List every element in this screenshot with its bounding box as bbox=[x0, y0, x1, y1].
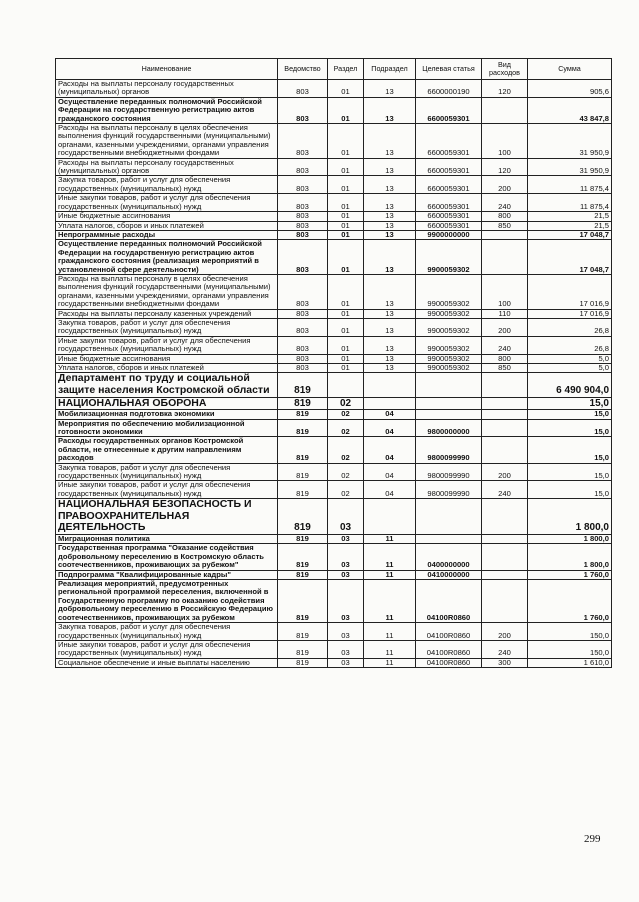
row-expense-type: 200 bbox=[482, 176, 528, 194]
row-name: Иные бюджетные ассигнования bbox=[56, 354, 278, 363]
row-section: 01 bbox=[328, 176, 364, 194]
row-target-item: 9900059302 bbox=[416, 309, 482, 318]
row-subsection: 13 bbox=[364, 240, 416, 275]
table-row bbox=[56, 97, 612, 123]
table-row bbox=[56, 463, 612, 481]
row-name: Закупка товаров, работ и услуг для обеспечения государственных (муниципальных) нужд bbox=[56, 318, 278, 336]
row-subsection: 13 bbox=[364, 354, 416, 363]
row-target-item: 04100R0860 bbox=[416, 640, 482, 658]
row-department: 803 bbox=[278, 230, 328, 239]
row-amount: 15,0 bbox=[528, 419, 612, 437]
row-target-item: 9900059302 bbox=[416, 336, 482, 354]
row-department: 803 bbox=[278, 364, 328, 373]
row-department: 803 bbox=[278, 274, 328, 309]
row-section: 01 bbox=[328, 274, 364, 309]
row-amount: 905,6 bbox=[528, 80, 612, 98]
row-department: 803 bbox=[278, 124, 328, 159]
row-department: 803 bbox=[278, 212, 328, 221]
row-name: Осуществление переданных полномочий Российской Федерации на государственную регистрацию актов гражданского состояния bbox=[56, 97, 278, 123]
row-subsection: 11 bbox=[364, 623, 416, 641]
row-subsection: 13 bbox=[364, 318, 416, 336]
row-department: 819 bbox=[278, 580, 328, 623]
row-subsection: 13 bbox=[364, 80, 416, 98]
row-target-item bbox=[416, 397, 482, 410]
row-target-item: 6600059301 bbox=[416, 221, 482, 230]
row-section: 03 bbox=[328, 570, 364, 579]
row-department: 819 bbox=[278, 463, 328, 481]
row-department: 819 bbox=[278, 570, 328, 579]
row-section: 01 bbox=[328, 212, 364, 221]
row-name: Закупка товаров, работ и услуг для обеспечения государственных (муниципальных) нужд bbox=[56, 463, 278, 481]
col-header-department: Ведомство bbox=[278, 59, 328, 80]
row-department: 819 bbox=[278, 410, 328, 419]
row-target-item: 9900059302 bbox=[416, 318, 482, 336]
row-target-item bbox=[416, 535, 482, 544]
row-section: 03 bbox=[328, 580, 364, 623]
row-section: 01 bbox=[328, 354, 364, 363]
row-target-item: 04100R0860 bbox=[416, 658, 482, 667]
row-section: 02 bbox=[328, 410, 364, 419]
row-name: Мероприятия по обеспечению мобилизационной готовности экономики bbox=[56, 419, 278, 437]
row-target-item: 9800099990 bbox=[416, 437, 482, 463]
row-subsection: 11 bbox=[364, 640, 416, 658]
row-department: 819 bbox=[278, 419, 328, 437]
row-expense-type: 800 bbox=[482, 354, 528, 363]
row-subsection: 04 bbox=[364, 410, 416, 419]
table-row bbox=[56, 124, 612, 159]
row-amount: 1 760,0 bbox=[528, 570, 612, 579]
row-subsection bbox=[364, 499, 416, 535]
row-section: 02 bbox=[328, 463, 364, 481]
row-department: 803 bbox=[278, 176, 328, 194]
row-subsection: 13 bbox=[364, 124, 416, 159]
row-name: Уплата налогов, сборов и иных платежей bbox=[56, 364, 278, 373]
row-subsection: 11 bbox=[364, 570, 416, 579]
row-target-item: 6600059301 bbox=[416, 97, 482, 123]
row-name: Иные закупки товаров, работ и услуг для обеспечения государственных (муниципальных) нужд bbox=[56, 640, 278, 658]
row-department: 803 bbox=[278, 336, 328, 354]
row-amount: 1 610,0 bbox=[528, 658, 612, 667]
row-target-item bbox=[416, 410, 482, 419]
row-expense-type: 240 bbox=[482, 336, 528, 354]
row-expense-type bbox=[482, 570, 528, 579]
table-row bbox=[56, 240, 612, 275]
row-target-item: 9900059302 bbox=[416, 364, 482, 373]
row-department: 819 bbox=[278, 623, 328, 641]
row-name: Расходы на выплаты персоналу государственных (муниципальных) органов bbox=[56, 158, 278, 176]
row-name: Мобилизационная подготовка экономики bbox=[56, 410, 278, 419]
row-department: 819 bbox=[278, 640, 328, 658]
col-header-target-item: Целевая статья bbox=[416, 59, 482, 80]
row-section: 03 bbox=[328, 658, 364, 667]
row-section: 01 bbox=[328, 97, 364, 123]
row-department: 803 bbox=[278, 309, 328, 318]
row-name: Расходы на выплаты персоналу государственных (муниципальных) органов bbox=[56, 80, 278, 98]
row-department: 803 bbox=[278, 80, 328, 98]
row-amount: 43 847,8 bbox=[528, 97, 612, 123]
row-section: 01 bbox=[328, 336, 364, 354]
row-name: Расходы на выплаты персоналу в целях обеспечения выполнения функций государственными (муниципальными) органами, казенными учреждениями, органами управления государственными внебюджетными фондами bbox=[56, 274, 278, 309]
row-expense-type bbox=[482, 230, 528, 239]
row-expense-type bbox=[482, 437, 528, 463]
row-section: 03 bbox=[328, 499, 364, 535]
row-section: 01 bbox=[328, 240, 364, 275]
table-row bbox=[56, 658, 612, 667]
row-amount: 1 760,0 bbox=[528, 580, 612, 623]
row-name: Расходы на выплаты персоналу казенных учреждений bbox=[56, 309, 278, 318]
row-expense-type: 120 bbox=[482, 80, 528, 98]
row-section: 01 bbox=[328, 364, 364, 373]
row-amount: 26,8 bbox=[528, 336, 612, 354]
row-department: 803 bbox=[278, 354, 328, 363]
row-subsection: 11 bbox=[364, 535, 416, 544]
row-department: 803 bbox=[278, 194, 328, 212]
row-amount: 11 875,4 bbox=[528, 176, 612, 194]
row-name: НАЦИОНАЛЬНАЯ БЕЗОПАСНОСТЬ И ПРАВООХРАНИТЕЛЬНАЯ ДЕЯТЕЛЬНОСТЬ bbox=[56, 499, 278, 535]
row-amount: 1 800,0 bbox=[528, 535, 612, 544]
row-subsection: 13 bbox=[364, 230, 416, 239]
row-expense-type bbox=[482, 535, 528, 544]
row-expense-type bbox=[482, 397, 528, 410]
row-name: Непрограммные расходы bbox=[56, 230, 278, 239]
row-name: Государственная программа "Оказание содействия добровольному переселению в Костромскую область соотечественников, проживающих за рубежом" bbox=[56, 544, 278, 570]
row-section: 01 bbox=[328, 194, 364, 212]
row-amount: 15,0 bbox=[528, 437, 612, 463]
row-target-item: 9800099990 bbox=[416, 481, 482, 499]
row-amount: 31 950,9 bbox=[528, 124, 612, 159]
row-expense-type: 300 bbox=[482, 658, 528, 667]
table-row bbox=[56, 176, 612, 194]
table-row bbox=[56, 318, 612, 336]
table-row bbox=[56, 274, 612, 309]
row-amount: 17 048,7 bbox=[528, 230, 612, 239]
row-section bbox=[328, 373, 364, 397]
row-expense-type: 200 bbox=[482, 318, 528, 336]
row-subsection: 11 bbox=[364, 544, 416, 570]
row-target-item bbox=[416, 373, 482, 397]
col-header-expense-type: Вид расходов bbox=[482, 59, 528, 80]
row-name: Иные закупки товаров, работ и услуг для обеспечения государственных (муниципальных) нужд bbox=[56, 481, 278, 499]
row-name: Закупка товаров, работ и услуг для обеспечения государственных (муниципальных) нужд bbox=[56, 623, 278, 641]
table-row bbox=[56, 623, 612, 641]
row-name: Закупка товаров, работ и услуг для обеспечения государственных (муниципальных) нужд bbox=[56, 176, 278, 194]
row-section: 01 bbox=[328, 124, 364, 159]
row-expense-type bbox=[482, 419, 528, 437]
row-department: 803 bbox=[278, 97, 328, 123]
row-amount: 1 800,0 bbox=[528, 499, 612, 535]
table-row bbox=[56, 80, 612, 98]
row-amount: 15,0 bbox=[528, 410, 612, 419]
row-section: 02 bbox=[328, 437, 364, 463]
row-section: 02 bbox=[328, 419, 364, 437]
row-expense-type bbox=[482, 373, 528, 397]
table-row bbox=[56, 544, 612, 570]
row-target-item: 9900059302 bbox=[416, 274, 482, 309]
row-expense-type bbox=[482, 410, 528, 419]
row-amount: 5,0 bbox=[528, 364, 612, 373]
row-department: 819 bbox=[278, 658, 328, 667]
row-target-item: 6600059301 bbox=[416, 212, 482, 221]
row-amount: 15,0 bbox=[528, 463, 612, 481]
row-subsection: 13 bbox=[364, 176, 416, 194]
row-target-item: 9900059302 bbox=[416, 240, 482, 275]
row-expense-type bbox=[482, 544, 528, 570]
row-target-item: 04100R0860 bbox=[416, 580, 482, 623]
row-target-item: 0400000000 bbox=[416, 544, 482, 570]
table-row bbox=[56, 212, 612, 221]
row-department: 819 bbox=[278, 437, 328, 463]
row-amount: 1 800,0 bbox=[528, 544, 612, 570]
row-name: Иные закупки товаров, работ и услуг для обеспечения государственных (муниципальных) нужд bbox=[56, 194, 278, 212]
row-name: НАЦИОНАЛЬНАЯ ОБОРОНА bbox=[56, 397, 278, 410]
row-amount: 21,5 bbox=[528, 212, 612, 221]
table-row bbox=[56, 336, 612, 354]
row-name: Иные закупки товаров, работ и услуг для обеспечения государственных (муниципальных) нужд bbox=[56, 336, 278, 354]
row-name: Реализация мероприятий, предусмотренных региональной программой переселения, включенной в Государственную программу по оказанию содействия добровольному переселению в Российскую Федерацию соотечественников, проживающих за рубежом bbox=[56, 580, 278, 623]
row-name: Расходы на выплаты персоналу в целях обеспечения выполнения функций государственными (муниципальными) органами, казенными учреждениями, органами управления государственными внебюджетными фондами bbox=[56, 124, 278, 159]
row-department: 819 bbox=[278, 373, 328, 397]
row-target-item: 6600059301 bbox=[416, 176, 482, 194]
row-amount: 17 016,9 bbox=[528, 274, 612, 309]
row-amount: 17 048,7 bbox=[528, 240, 612, 275]
row-expense-type: 240 bbox=[482, 194, 528, 212]
row-subsection: 13 bbox=[364, 158, 416, 176]
row-expense-type: 240 bbox=[482, 640, 528, 658]
table-row bbox=[56, 373, 612, 397]
row-expense-type: 100 bbox=[482, 124, 528, 159]
row-department: 803 bbox=[278, 240, 328, 275]
row-target-item: 9800000000 bbox=[416, 419, 482, 437]
row-subsection: 13 bbox=[364, 336, 416, 354]
row-target-item: 0410000000 bbox=[416, 570, 482, 579]
row-amount: 17 016,9 bbox=[528, 309, 612, 318]
row-subsection bbox=[364, 373, 416, 397]
row-section: 03 bbox=[328, 544, 364, 570]
row-amount: 15,0 bbox=[528, 397, 612, 410]
row-expense-type: 120 bbox=[482, 158, 528, 176]
row-target-item: 04100R0860 bbox=[416, 623, 482, 641]
table-row bbox=[56, 221, 612, 230]
row-subsection: 13 bbox=[364, 212, 416, 221]
row-subsection: 13 bbox=[364, 364, 416, 373]
row-subsection: 04 bbox=[364, 419, 416, 437]
row-target-item bbox=[416, 499, 482, 535]
row-name: Социальное обеспечение и иные выплаты населению bbox=[56, 658, 278, 667]
col-header-section: Раздел bbox=[328, 59, 364, 80]
row-section: 02 bbox=[328, 397, 364, 410]
table-header bbox=[56, 59, 612, 80]
row-name: Расходы государственных органов Костромской области, не отнесенные к другим направлениям расходов bbox=[56, 437, 278, 463]
row-name: Департамент по труду и социальной защите населения Костромской области bbox=[56, 373, 278, 397]
row-subsection: 04 bbox=[364, 463, 416, 481]
table-row bbox=[56, 437, 612, 463]
row-section: 03 bbox=[328, 623, 364, 641]
row-target-item: 6600059301 bbox=[416, 194, 482, 212]
row-amount: 5,0 bbox=[528, 354, 612, 363]
col-header-subsection: Подраздел bbox=[364, 59, 416, 80]
row-subsection: 04 bbox=[364, 437, 416, 463]
row-subsection: 13 bbox=[364, 194, 416, 212]
table-row bbox=[56, 481, 612, 499]
row-subsection: 13 bbox=[364, 309, 416, 318]
row-expense-type bbox=[482, 97, 528, 123]
table-row bbox=[56, 194, 612, 212]
budget-table bbox=[55, 58, 612, 668]
row-subsection: 04 bbox=[364, 481, 416, 499]
row-name: Осуществление переданных полномочий Российской Федерации на государственную регистрацию актов гражданского состояния (реализация мероприятий в установленной сфере деятельности) bbox=[56, 240, 278, 275]
row-expense-type: 110 bbox=[482, 309, 528, 318]
row-expense-type: 800 bbox=[482, 212, 528, 221]
row-expense-type: 850 bbox=[482, 221, 528, 230]
table-row bbox=[56, 499, 612, 535]
row-amount: 26,8 bbox=[528, 318, 612, 336]
row-amount: 11 875,4 bbox=[528, 194, 612, 212]
row-department: 819 bbox=[278, 481, 328, 499]
row-expense-type: 200 bbox=[482, 623, 528, 641]
row-name: Уплата налогов, сборов и иных платежей bbox=[56, 221, 278, 230]
row-subsection: 13 bbox=[364, 97, 416, 123]
row-target-item: 9900059302 bbox=[416, 354, 482, 363]
row-amount: 150,0 bbox=[528, 640, 612, 658]
row-department: 819 bbox=[278, 499, 328, 535]
row-target-item: 6600059301 bbox=[416, 158, 482, 176]
row-section: 01 bbox=[328, 309, 364, 318]
row-expense-type: 200 bbox=[482, 463, 528, 481]
row-department: 819 bbox=[278, 544, 328, 570]
row-amount: 6 490 904,0 bbox=[528, 373, 612, 397]
row-expense-type bbox=[482, 499, 528, 535]
row-department: 819 bbox=[278, 535, 328, 544]
row-amount: 150,0 bbox=[528, 623, 612, 641]
row-section: 01 bbox=[328, 318, 364, 336]
row-subsection: 11 bbox=[364, 580, 416, 623]
row-target-item: 9900000000 bbox=[416, 230, 482, 239]
row-name: Подпрограмма "Квалифицированные кадры" bbox=[56, 570, 278, 579]
row-target-item: 6600000190 bbox=[416, 80, 482, 98]
row-section: 02 bbox=[328, 481, 364, 499]
row-department: 803 bbox=[278, 158, 328, 176]
table-body bbox=[56, 80, 612, 668]
row-section: 01 bbox=[328, 158, 364, 176]
row-target-item: 6600059301 bbox=[416, 124, 482, 159]
row-expense-type: 240 bbox=[482, 481, 528, 499]
row-department: 803 bbox=[278, 318, 328, 336]
row-expense-type: 100 bbox=[482, 274, 528, 309]
row-subsection bbox=[364, 397, 416, 410]
row-section: 01 bbox=[328, 80, 364, 98]
row-amount: 21,5 bbox=[528, 221, 612, 230]
row-section: 01 bbox=[328, 230, 364, 239]
row-department: 819 bbox=[278, 397, 328, 410]
table-row bbox=[56, 419, 612, 437]
row-target-item: 9800099990 bbox=[416, 463, 482, 481]
row-expense-type bbox=[482, 240, 528, 275]
row-amount: 15,0 bbox=[528, 481, 612, 499]
table-row bbox=[56, 397, 612, 410]
col-header-amount: Сумма bbox=[528, 59, 612, 80]
row-name: Миграционная политика bbox=[56, 535, 278, 544]
row-department: 803 bbox=[278, 221, 328, 230]
row-name: Иные бюджетные ассигнования bbox=[56, 212, 278, 221]
col-header-name: Наименование bbox=[56, 59, 278, 80]
table-row bbox=[56, 580, 612, 623]
row-subsection: 13 bbox=[364, 274, 416, 309]
row-expense-type: 850 bbox=[482, 364, 528, 373]
table-row bbox=[56, 640, 612, 658]
table-row bbox=[56, 410, 612, 419]
row-amount: 31 950,9 bbox=[528, 158, 612, 176]
row-subsection: 13 bbox=[364, 221, 416, 230]
row-section: 01 bbox=[328, 221, 364, 230]
row-section: 03 bbox=[328, 640, 364, 658]
row-subsection: 11 bbox=[364, 658, 416, 667]
page-number: 299 bbox=[584, 833, 601, 845]
row-section: 03 bbox=[328, 535, 364, 544]
row-expense-type bbox=[482, 580, 528, 623]
table-row bbox=[56, 158, 612, 176]
